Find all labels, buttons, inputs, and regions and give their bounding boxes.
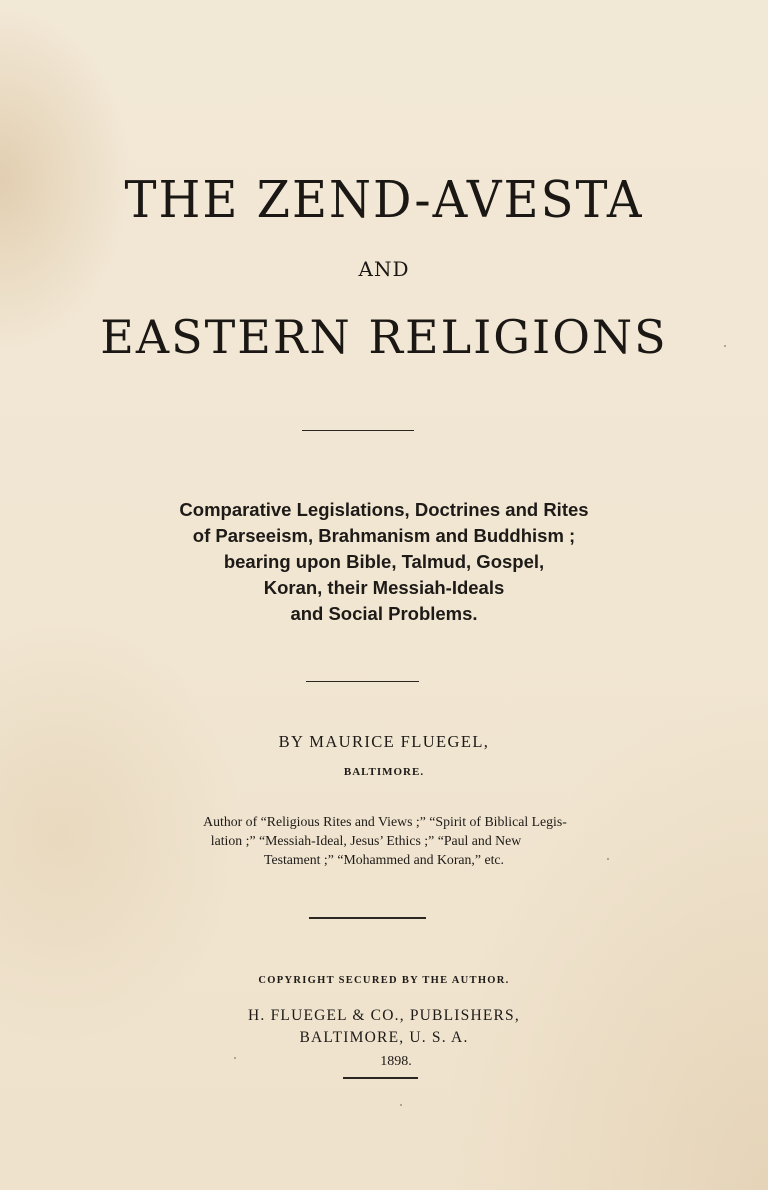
divider-rule xyxy=(302,430,414,431)
publication-year: 1898. xyxy=(380,1054,412,1069)
copyright-notice: COPYRIGHT SECURED BY THE AUTHOR. xyxy=(258,975,510,986)
book-title-connector: AND xyxy=(358,257,410,281)
subtitle-line: Comparative Legislations, Doctrines and Rites xyxy=(179,499,589,520)
author-city: BALTIMORE. xyxy=(343,766,425,778)
subtitle xyxy=(0,497,768,627)
subtitle-line: and Social Problems. xyxy=(290,603,478,624)
paper-speck xyxy=(724,345,726,347)
divider-rule xyxy=(306,681,419,682)
paper-speck xyxy=(234,1057,236,1059)
other-works-line: lation ;” “Messiah-Ideal, Jesus’ Ethics ;” “Paul and New xyxy=(210,833,522,848)
divider-rule xyxy=(309,917,426,919)
book-title-line-2: EASTERN RELIGIONS xyxy=(100,310,668,364)
subtitle-line: bearing upon Bible, Talmud, Gospel, xyxy=(223,551,545,572)
publisher-line: H. FLUEGEL & CO., PUBLISHERS, xyxy=(248,1007,520,1024)
author-byline: BY MAURICE FLUEGEL, xyxy=(278,732,490,751)
divider-rule xyxy=(343,1077,418,1079)
publisher-place: BALTIMORE, U. S. A. xyxy=(299,1029,469,1046)
subtitle-line: Koran, their Messiah-Ideals xyxy=(263,577,505,598)
paper-speck xyxy=(400,1104,402,1106)
other-works xyxy=(0,812,768,869)
publisher-name xyxy=(0,1005,768,1049)
subtitle-line: of Parseeism, Brahmanism and Buddhism ; xyxy=(192,525,576,546)
other-works-line: Author of “Religious Rites and Views ;” “Spirit of Biblical Legis- xyxy=(203,814,567,829)
other-works-line: Testament ;” “Mohammed and Koran,” etc. xyxy=(263,852,504,867)
paper-speck xyxy=(607,858,609,860)
book-title-line-1: THE ZEND-AVESTA xyxy=(124,170,644,230)
